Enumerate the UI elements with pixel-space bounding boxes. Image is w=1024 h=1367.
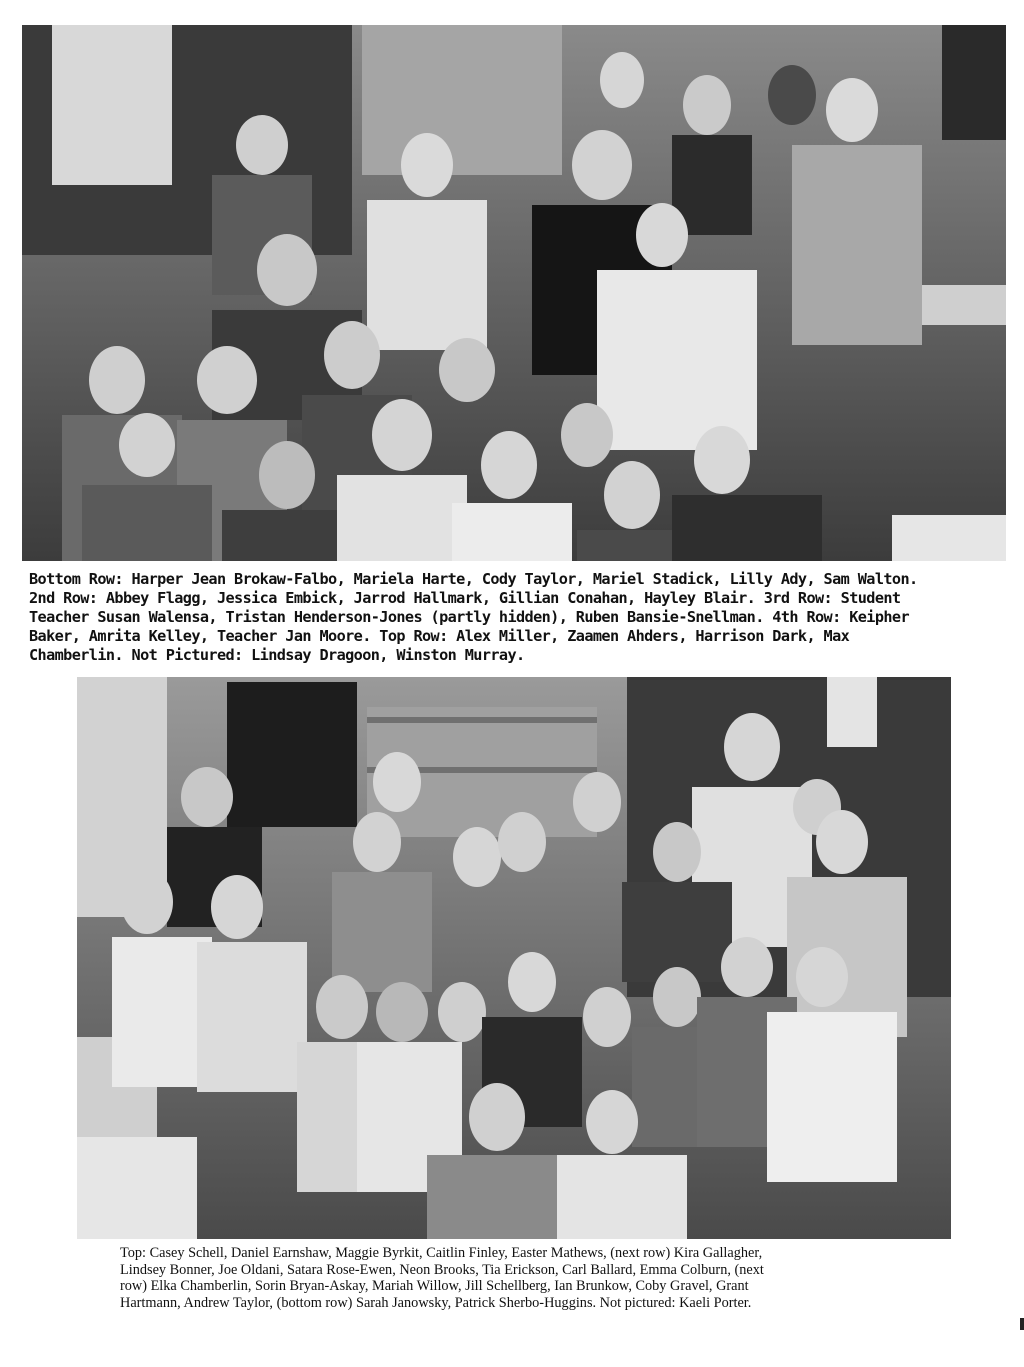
top-photo-illustration xyxy=(22,25,1006,561)
top-photo-caption: Bottom Row: Harper Jean Brokaw-Falbo, Mariela Harte, Cody Taylor, Mariel Stadick, Lilly Ady, Sam Walton. 2nd Row: Abbey Flagg, Jessica Embick, Jarrod Hallmark, Gillian Conahan, Hayley Blair. 3rd Row: Student Teacher Susan Walensa, Tristan Henderson-Jones (partly hidden), Ruben Bansie-Snellman. 4th Row: Keipher Baker, Amrita Kelley, Teacher Jan Moore. Top Row: Alex Miller, Zaamen Ahders, Harrison Dark, Max Chamberlin. Not Pictured: Lindsay Dragoon, Winston Murray. xyxy=(29,570,918,664)
top-class-photo xyxy=(22,25,1006,561)
bottom-photo-illustration xyxy=(77,677,951,1239)
bottom-photo-caption: Top: Casey Schell, Daniel Earnshaw, Maggie Byrkit, Caitlin Finley, Easter Mathews, (next row) Kira Gallagher, Lindsey Bonner, Joe Oldani, Satara Rose-Ewen, Neon Brooks, Tia Erickson, Carl Ballard, Emma Colburn, (next row) Elka Chamberlin, Sorin Bryan-Askay, Mariah Willow, Jill Schellberg, Ian Brunkow, Coby Gravel, Grant Hartmann, Andrew Taylor, (bottom row) Sarah Janowsky, Patrick Sherbo-Huggins. Not pictured: Kaeli Porter. xyxy=(120,1245,764,1311)
page-edge-mark xyxy=(1020,1318,1024,1330)
bottom-class-photo xyxy=(77,677,951,1239)
